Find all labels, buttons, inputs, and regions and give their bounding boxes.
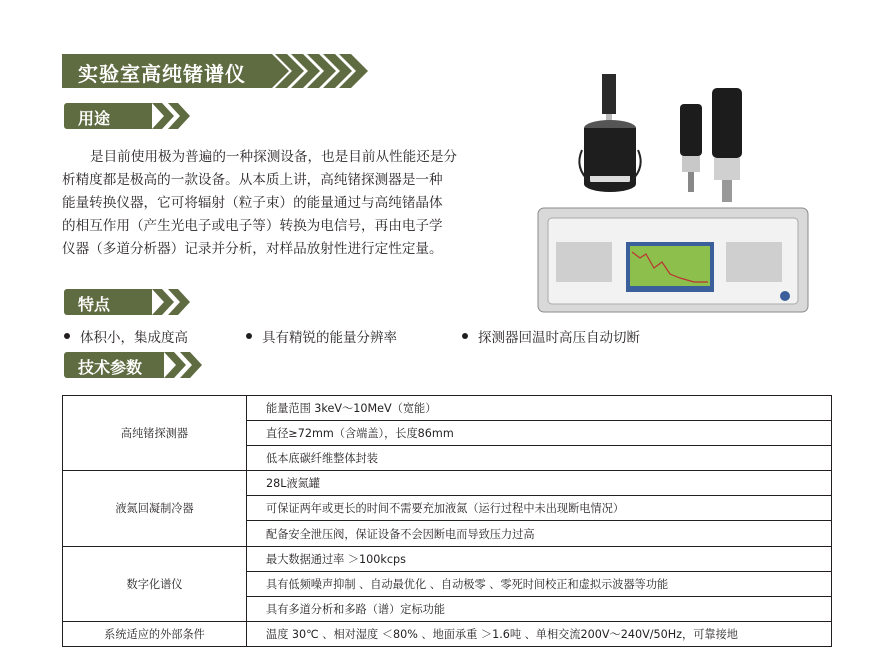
table-row: [63, 396, 832, 421]
usage-line: 的相互作用（产生光电子或电子等）转换为电信号，再由电子学: [62, 218, 443, 234]
section-label-usage: 用途: [78, 109, 111, 128]
spec-value: 低本底碳纤维整体封装: [247, 446, 832, 471]
spec-value: 具有低频噪声抑制 、自动最优化 、自动极零 、零死时间校正和虚拟示波器等功能: [247, 571, 832, 596]
spec-value: 最大数据通过率 ＞100kcps: [247, 546, 832, 571]
usage-paragraph: [62, 146, 532, 261]
spec-category: 高纯锗探测器: [63, 396, 247, 471]
detector-and-analyzer-illustration: [530, 68, 816, 322]
spec-value: 温度 30℃ 、相对湿度 ＜80% 、地面承重 ＞1.6吨 、单相交流200V～240V/50Hz，可靠接地: [247, 621, 832, 646]
spec-table: [62, 395, 832, 647]
table-row: [63, 621, 832, 646]
spec-category: 液氮回凝制冷器: [63, 471, 247, 546]
bullet-icon: [246, 333, 252, 339]
spec-value: 直径≥72mm（含端盖），长度86mm: [247, 421, 832, 446]
feature-text: 体积小，集成度高: [80, 330, 188, 346]
feature-text: 具有精锐的能量分辨率: [262, 330, 397, 346]
section-header-usage: [64, 101, 264, 131]
feature-item: [64, 326, 188, 346]
spec-value: 配备安全泄压阀，保证设备不会因断电而导致压力过高: [247, 521, 832, 546]
table-row: [63, 471, 832, 496]
spec-category: 系统适应的外部条件: [63, 621, 247, 646]
spec-value: 28L液氮罐: [247, 471, 832, 496]
spec-value: 可保证两年或更长的时间不需要充加液氮（运行过程中未出现断电情况）: [247, 496, 832, 521]
bullet-icon: [462, 333, 468, 339]
usage-line: 是目前使用极为普遍的一种探测设备，也是目前从性能还是分: [90, 149, 458, 165]
title-chevron-icon: [267, 54, 397, 88]
spec-value: 具有多道分析和多路（谱）定标功能: [247, 596, 832, 621]
double-chevron-icon: [152, 287, 202, 317]
section-label-specs: 技术参数: [78, 358, 143, 377]
section-header-features: [64, 287, 264, 317]
feature-item: [246, 326, 397, 346]
product-image: [530, 68, 816, 322]
section-header-specs: [64, 350, 264, 380]
spec-category: 数字化谱仪: [63, 546, 247, 621]
usage-line: 析精度都是极高的一款设备。从本质上讲，高纯锗探测器是一种: [62, 172, 443, 188]
bullet-icon: [64, 333, 70, 339]
usage-line: 能量转换仪器，它可将辐射（粒子束）的能量通过与高纯锗晶体: [62, 195, 443, 211]
feature-item: [462, 326, 640, 346]
page-title-banner: [62, 54, 332, 88]
spec-value: 能量范围 3keV～10MeV（宽能）: [247, 396, 832, 421]
double-chevron-icon: [152, 101, 202, 131]
double-chevron-icon: [164, 350, 214, 380]
section-label-features: 特点: [78, 295, 111, 314]
usage-line: 仪器（多道分析器）记录并分析，对样品放射性进行定性定量。: [62, 241, 443, 257]
page-title: 实验室高纯锗谱仪: [78, 62, 246, 86]
feature-text: 探测器回温时高压自动切断: [478, 330, 640, 346]
table-row: [63, 546, 832, 571]
